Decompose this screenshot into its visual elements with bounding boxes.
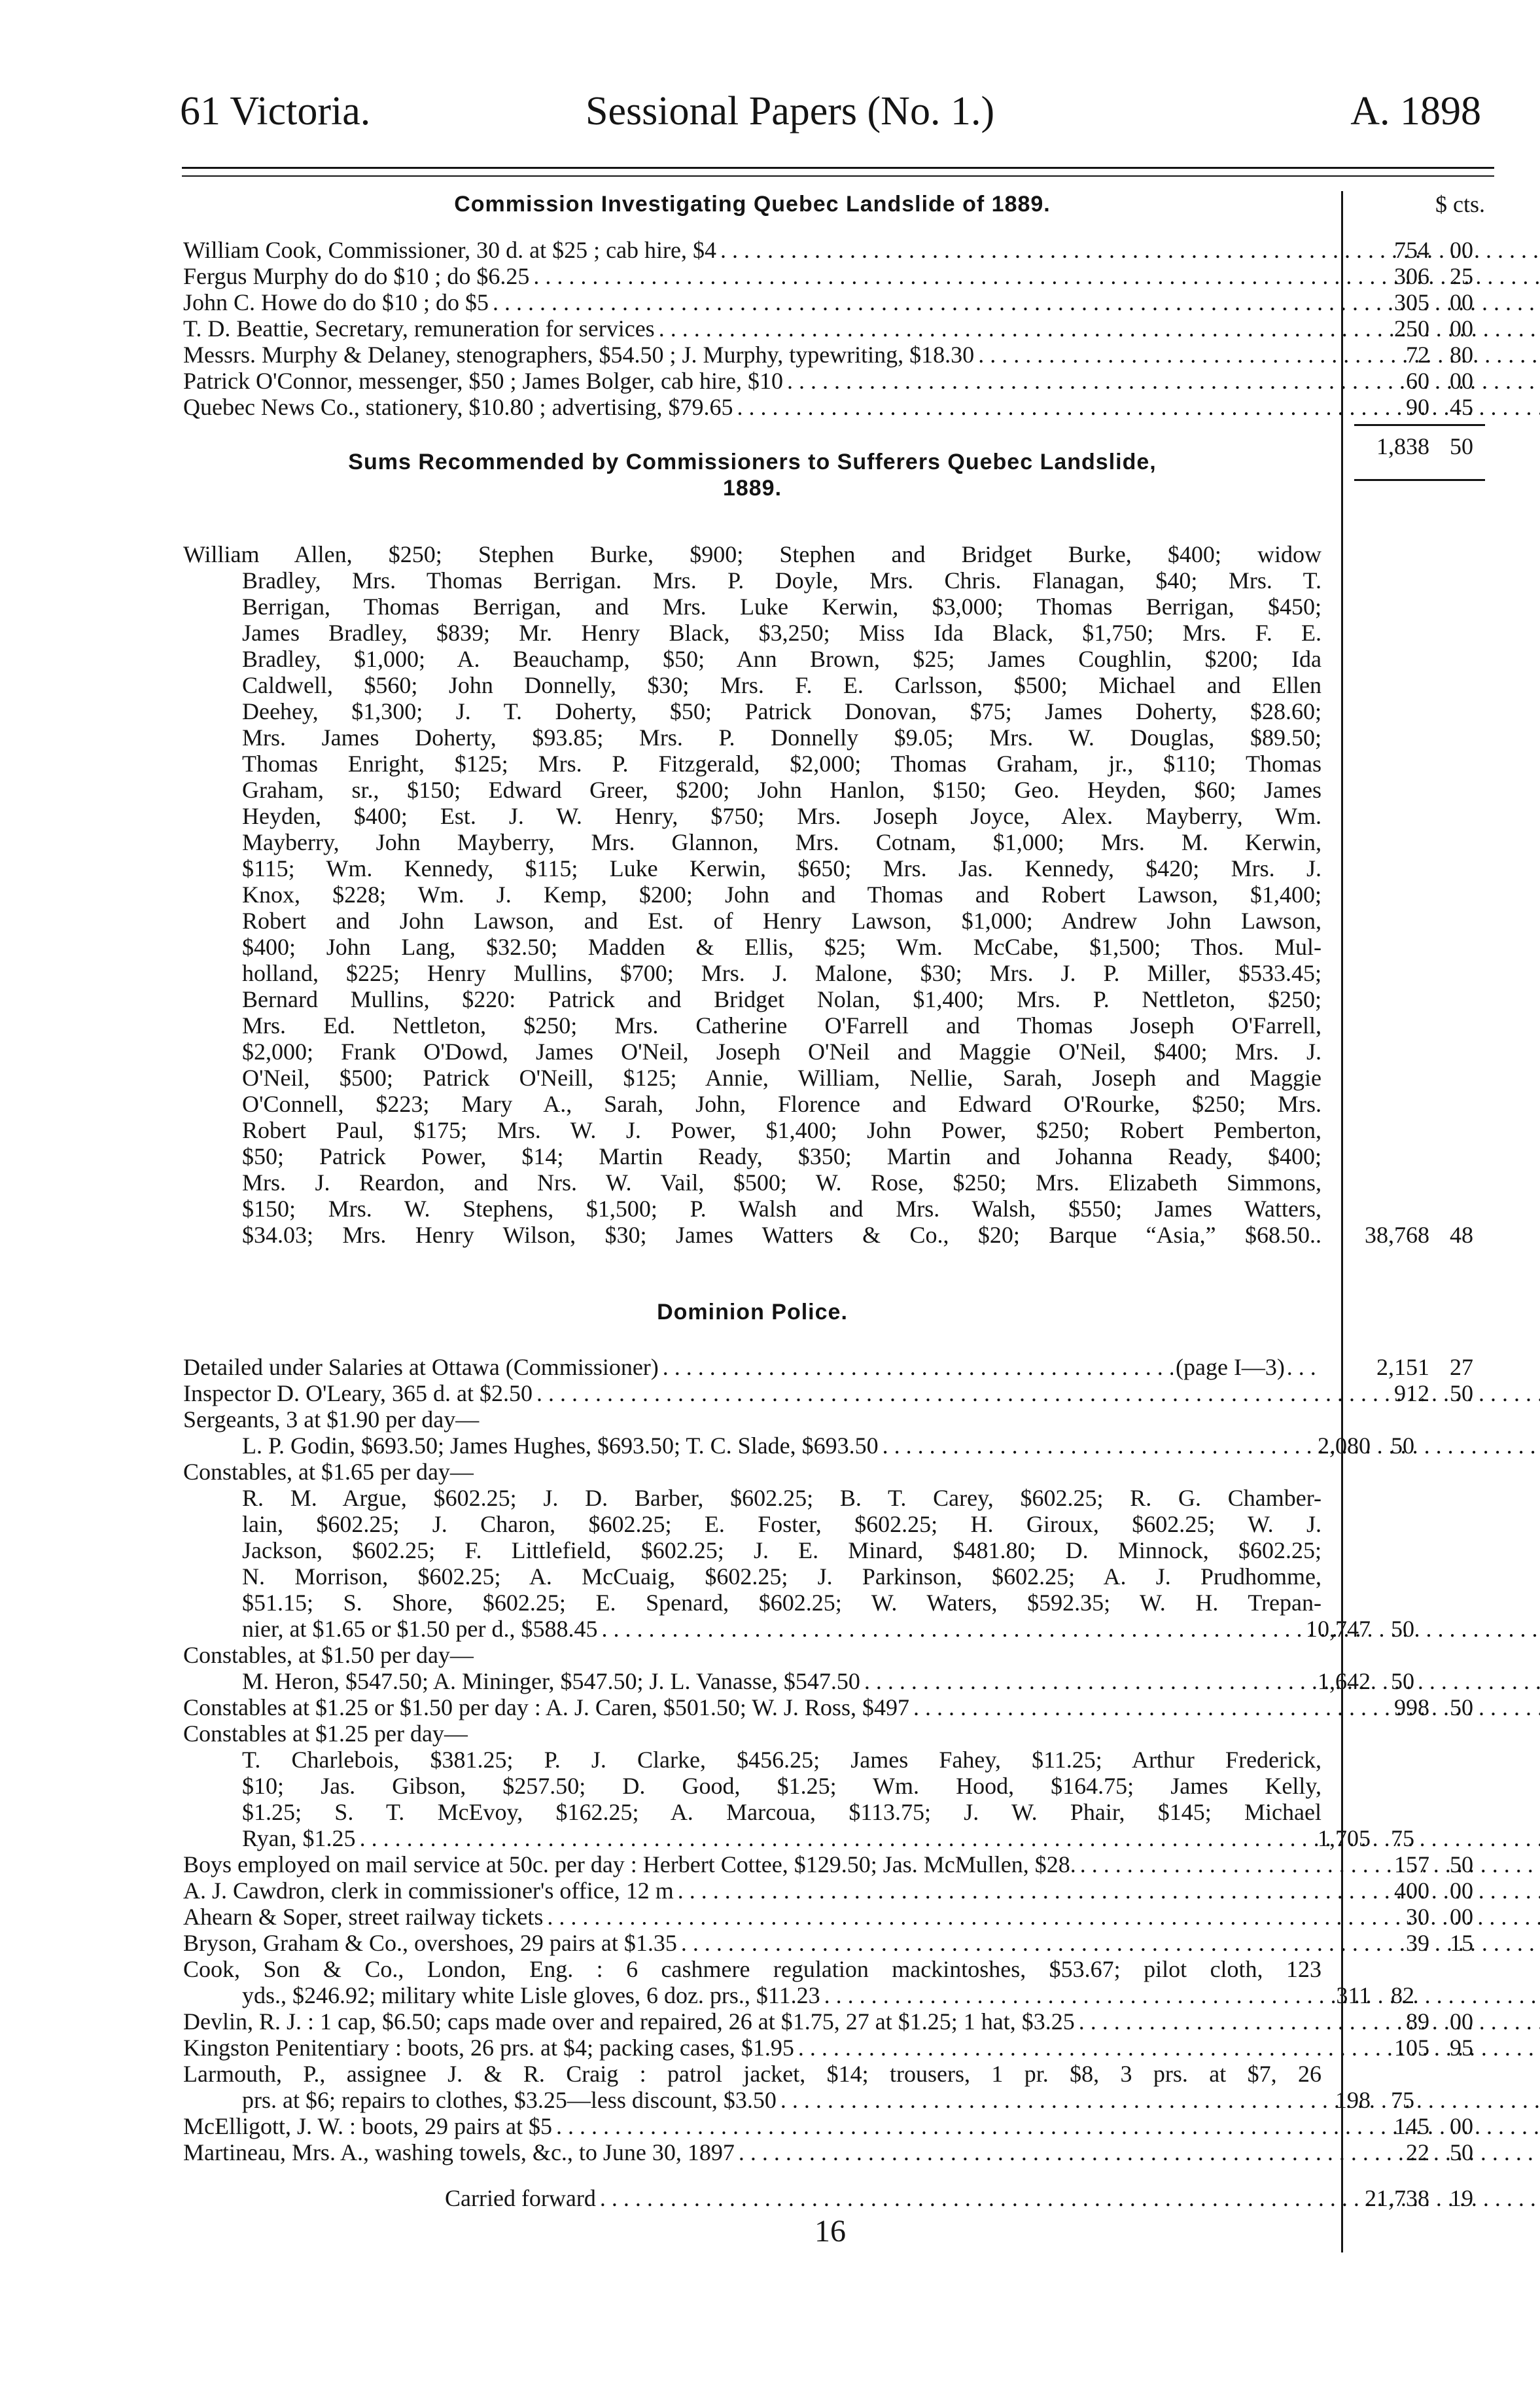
sufferers-line: Graham, sr., $150; Edward Greer, $200; John Hanlon, $150; Geo. Heyden, $60; James	[242, 777, 1321, 803]
header-title: Sessional Papers (No. 1.)	[586, 89, 995, 134]
police-row-cook: yds., $246.92; military white Lisle gloves, 6 doz. prs., $11.23 311 82	[183, 1982, 1492, 2008]
landslide-expense-row: Fergus Murphy do do $10 ; do $6.25 306 25	[183, 263, 1492, 289]
carried-forward-row: Carried forward 21,738 19	[445, 2185, 1473, 2211]
amount: 60 00	[1406, 368, 1473, 394]
sufferers-line: Caldwell, $560; John Donnelly, $30; Mrs. F. E. Carlsson, $500; Michael and Ellen	[242, 672, 1321, 698]
landslide-expense-list	[183, 237, 1492, 420]
sufferers-line: Mrs. Ed. Nettleton, $250; Mrs. Catherine O'Farrell and Thomas Joseph O'Farrell,	[242, 1012, 1321, 1039]
police-row-sergeants: L. P. Godin, $693.50; James Hughes, $693.50; T. C. Slade, $693.50 2,080 50	[242, 1433, 1414, 1459]
police-row-clerk: A. J. Cawdron, clerk in commissioner's office, 12 m 400 00	[183, 1878, 1492, 1904]
police-row-inspector: Inspector D. O'Leary, 365 d. at $2.50 912 50	[183, 1380, 1473, 1406]
constable-line: $1.25; S. T. McEvoy, $162.25; A. Marcoua, $113.75; J. W. Phair, $145; Michael	[242, 1799, 1321, 1825]
police-constables-165-head: Constables, at $1.65 per day—	[183, 1459, 474, 1485]
constable-line: T. Charlebois, $381.25; P. J. Clarke, $456.25; James Fahey, $11.25; Arthur Frederick,	[242, 1747, 1321, 1773]
sufferers-line: Robert Paul, $175; Mrs. W. J. Power, $1,400; John Power, $250; Robert Pemberton,	[242, 1117, 1321, 1143]
amount: 311 82	[1336, 1982, 1414, 2008]
sufferers-line: O'Connell, $223; Mary A., Sarah, John, Florence and Edward O'Rourke, $250; Mrs.	[242, 1091, 1321, 1117]
sufferers-line: $115; Wm. Kennedy, $115; Luke Kerwin, $650; Mrs. Jas. Kennedy, $420; Mrs. J.	[242, 855, 1321, 881]
sufferers-list	[183, 541, 1492, 1248]
section-heading-sufferers: Sums Recommended by Commissioners to Sufferers Quebec Landslide, 1889.	[183, 466, 1492, 531]
subtotal-rule	[1354, 424, 1485, 426]
amount: 198 75	[1335, 2087, 1414, 2113]
landslide-expense-row: Quebec News Co., stationery, $10.80 ; advertising, $79.65 90 45	[183, 394, 1492, 420]
sufferers-line: Bradley, Mrs. Thomas Berrigan. Mrs. P. Doyle, Mrs. Chris. Flanagan, $40; Mrs. T.	[242, 567, 1321, 594]
header-rule	[182, 167, 1494, 169]
constable-line: N. Morrison, $602.25; A. McCuaig, $602.25; J. Parkinson, $602.25; A. J. Prudhomme,	[242, 1563, 1321, 1590]
sufferers-line: $150; Mrs. W. Stephens, $1,500; P. Walsh and Mrs. Walsh, $550; James Watters,	[242, 1196, 1321, 1222]
sufferers-line: holland, $225; Henry Mullins, $700; Mrs. J. Malone, $30; Mrs. J. P. Miller, $533.45;	[242, 960, 1321, 986]
constable-line: $51.15; S. Shore, $602.25; E. Spenard, $602.25; W. Waters, $592.35; W. H. Trepan-	[242, 1590, 1321, 1616]
sufferers-line: William Allen, $250; Stephen Burke, $900; Stephen and Bridget Burke, $400; widow	[183, 541, 1321, 567]
page-number: 16	[814, 2214, 846, 2249]
police-row-overshoes: Bryson, Graham & Co., overshoes, 29 pairs at $1.35 39 15	[183, 1930, 1492, 1956]
police-constables-165-list	[183, 1485, 1492, 1616]
police-row-larmouth-line: Larmouth, P., assignee J. & R. Craig : patrol jacket, $14; trousers, 1 pr. $8, 3 prs. at $7, 26	[183, 2061, 1321, 2087]
constable-line: $10; Jas. Gibson, $257.50; D. Good, $1.25; Wm. Hood, $164.75; James Kelly,	[242, 1773, 1321, 1799]
landslide-expense-row: Patrick O'Connor, messenger, $50 ; James Bolger, cab hire, $10 60 00	[183, 368, 1492, 394]
sufferers-total: 38,768 48	[1365, 1222, 1473, 1248]
police-row-constables-150: M. Heron, $547.50; A. Mininger, $547.50; J. L. Vanasse, $547.50 1,642 50	[242, 1668, 1414, 1694]
sufferers-line: Knox, $228; Wm. J. Kemp, $200; John and Thomas and Robert Lawson, $1,400;	[242, 881, 1321, 908]
police-row-constables-125: Ryan, $1.25 1,705 75	[242, 1825, 1414, 1851]
sufferers-line: O'Neil, $500; Patrick O'Neill, $125; Annie, William, Nellie, Sarah, Joseph and Maggie	[242, 1065, 1321, 1091]
sufferers-line: Bernard Mullins, $220: Patrick and Bridget Nolan, $1,400; Mrs. P. Nettleton, $250;	[242, 986, 1321, 1012]
landslide-expense-row: John C. Howe do do $10 ; do $5 305 00	[183, 289, 1492, 315]
header-session: 61 Victoria.	[180, 89, 371, 134]
sufferers-line: $2,000; Frank O'Dowd, James O'Neil, Joseph O'Neil and Maggie O'Neil, $400; Mrs. J.	[242, 1039, 1321, 1065]
page-content	[183, 191, 1492, 2211]
landslide-expense-row: Messrs. Murphy & Delaney, stenographers, $54.50 ; J. Murphy, typewriting, $18.30 72 80	[183, 342, 1492, 368]
constable-line: R. M. Argue, $602.25; J. D. Barber, $602.25; B. T. Carey, $602.25; R. G. Chamber-	[242, 1485, 1321, 1511]
sufferers-line: James Bradley, $839; Mr. Henry Black, $3,250; Miss Ida Black, $1,750; Mrs. F. E.	[242, 620, 1321, 646]
sufferers-line: Mrs. J. Reardon, and Nrs. W. Vail, $500; W. Rose, $250; Mrs. Elizabeth Simmons,	[242, 1169, 1321, 1196]
sufferers-line: Mayberry, John Mayberry, Mrs. Glannon, Mrs. Cotnam, $1,000; Mrs. M. Kerwin,	[242, 829, 1321, 855]
sufferers-line: Berrigan, Thomas Berrigan, and Mrs. Luke Kerwin, $3,000; Thomas Berrigan, $450;	[242, 594, 1321, 620]
landslide-expense-row: William Cook, Commissioner, 30 d. at $25 ; cab hire, $4 754 00	[183, 237, 1492, 263]
police-row-kingston: Kingston Penitentiary : boots, 26 prs. at $4; packing cases, $1.95 105 95	[183, 2035, 1492, 2061]
sufferers-line: Deehey, $1,300; J. T. Doherty, $50; Patrick Donovan, $75; James Doherty, $28.60;	[242, 698, 1321, 724]
constable-line: Jackson, $602.25; F. Littlefield, $602.25; J. E. Minard, $481.80; D. Minnock, $602.25;	[242, 1537, 1321, 1563]
section-heading-police: Dominion Police.	[657, 1300, 848, 1325]
amount: 250 00	[1394, 315, 1473, 342]
sufferers-line: Heyden, $400; Est. J. W. Henry, $750; Mrs. Joseph Joyce, Alex. Mayberry, Wm.	[242, 803, 1321, 829]
amount: 30 00	[1406, 1904, 1473, 1930]
section-heading-landslide: Commission Investigating Quebec Landslide of 1889.	[454, 192, 1051, 217]
police-constables-150-head: Constables, at $1.50 per day—	[183, 1642, 474, 1668]
police-constables-125-list	[183, 1747, 1492, 1825]
amount: 72 80	[1406, 342, 1473, 368]
landslide-expense-row: T. D. Beattie, Secretary, remuneration for services 250 00	[183, 315, 1492, 342]
header-year: A. 1898	[1350, 89, 1481, 134]
header-rule-thin	[182, 175, 1494, 177]
police-row-cook-line: Cook, Son & Co., London, Eng. : 6 cashmere regulation mackintoshes, $53.67; pilot cloth, 123	[183, 1956, 1321, 1982]
police-misc-list	[183, 1851, 1492, 2165]
constable-line: lain, $602.25; J. Charon, $602.25; E. Foster, $602.25; H. Giroux, $602.25; W. J.	[242, 1511, 1321, 1537]
amount: 400 00	[1394, 1878, 1473, 1904]
police-row-constables-125-150: Constables at $1.25 or $1.50 per day : A. J. Caren, $501.50; W. J. Ross, $497 998 50	[183, 1694, 1473, 1720]
police-row-constables-165: nier, at $1.65 or $1.50 per d., $588.45 10,747 50	[242, 1616, 1414, 1642]
police-row-devlin: Devlin, R. J. : 1 cap, $6.50; caps made over and repaired, 26 at $1.75, 27 at $1.25; 1 hat, $3.25 89 00	[183, 2008, 1492, 2035]
sufferers-line: Mrs. James Doherty, $93.85; Mrs. P. Donnelly $9.05; Mrs. W. Douglas, $89.50;	[242, 724, 1321, 751]
amount: 22 50	[1406, 2139, 1473, 2165]
police-row-mail-boys: Boys employed on mail service at 50c. per day : Herbert Cottee, $129.50; Jas. McMullen, $28. 157 50	[183, 1851, 1492, 1878]
police-constables-125-head: Constables at $1.25 per day—	[183, 1720, 468, 1747]
sufferers-line: Robert and John Lawson, and Est. of Henry Lawson, $1,000; Andrew John Lawson,	[242, 908, 1321, 934]
police-row-tickets: Ahearn & Soper, street railway tickets 30 00	[183, 1904, 1492, 1930]
police-row-commissioner: Detailed under Salaries at Ottawa (Commissioner) (page I—3) 2,151 27	[183, 1354, 1473, 1380]
police-row-larmouth: prs. at $6; repairs to clothes, $3.25—less discount, $3.50 198 75	[183, 2087, 1492, 2113]
amount: 306 25	[1394, 263, 1473, 289]
police-row-mcelligott: McElligott, J. W. : boots, 29 pairs at $5 145 00	[183, 2113, 1492, 2139]
subtotal-rule-2	[1354, 479, 1485, 481]
police-sergeants-head: Sergeants, 3 at $1.90 per day—	[183, 1406, 480, 1433]
sufferers-line: $34.03; Mrs. Henry Wilson, $30; James Watters & Co., $20; Barque “Asia,” $68.50..	[242, 1222, 1321, 1248]
landslide-subtotal: 1,838 50	[1376, 433, 1473, 459]
amount: 305 00	[1394, 289, 1473, 315]
amount: 105 95	[1394, 2035, 1473, 2061]
amount: 89 00	[1406, 2008, 1473, 2035]
amount: 145 00	[1394, 2113, 1473, 2139]
amount: 157 50	[1394, 1851, 1473, 1878]
police-row-martineau: Martineau, Mrs. A., washing towels, &c., to June 30, 1897 22 50	[183, 2139, 1492, 2165]
sufferers-line: Bradley, $1,000; A. Beauchamp, $50; Ann Brown, $25; James Coughlin, $200; Ida	[242, 646, 1321, 672]
sufferers-line: $50; Patrick Power, $14; Martin Ready, $350; Martin and Johanna Ready, $400;	[242, 1143, 1321, 1169]
cents-column-header: $ cts.	[1435, 191, 1485, 217]
amount: 39 15	[1406, 1930, 1473, 1956]
sufferers-line: Thomas Enright, $125; Mrs. P. Fitzgerald, $2,000; Thomas Graham, jr., $110; Thomas	[242, 751, 1321, 777]
amount: 754 00	[1394, 237, 1473, 263]
sufferers-line: $400; John Lang, $32.50; Madden & Ellis, $25; Wm. McCabe, $1,500; Thos. Mul-	[242, 934, 1321, 960]
amount: 90 45	[1406, 394, 1473, 420]
